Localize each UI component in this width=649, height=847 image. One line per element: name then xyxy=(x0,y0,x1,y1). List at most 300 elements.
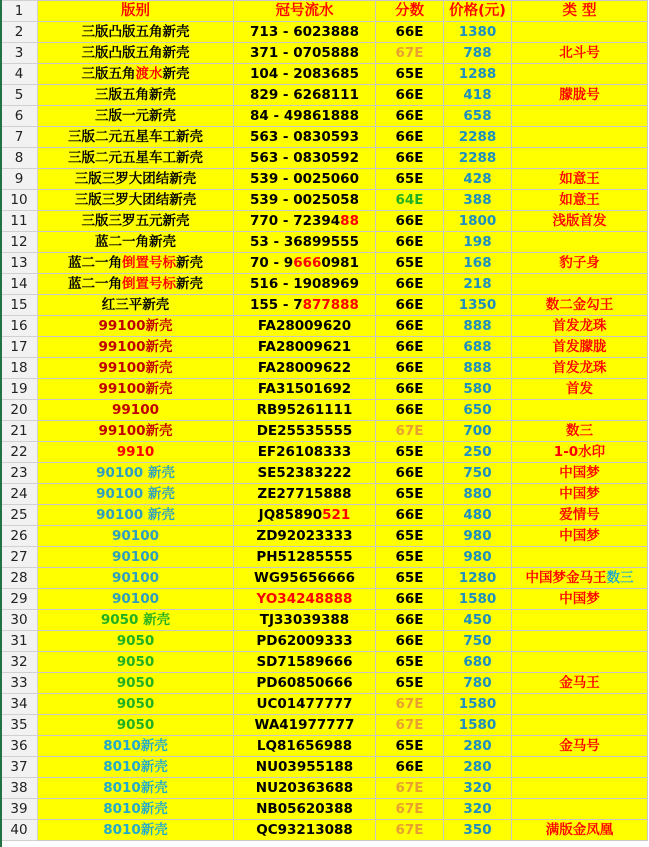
row-number[interactable]: 7 xyxy=(1,127,38,148)
cell-text: RB95261111 xyxy=(256,402,353,418)
cell-edition[interactable] xyxy=(38,463,234,484)
cell-price[interactable]: 980 xyxy=(444,547,512,568)
table-row xyxy=(1,43,648,64)
cell-serial[interactable] xyxy=(234,85,376,106)
row-number[interactable]: 27 xyxy=(1,547,38,568)
cell-serial[interactable] xyxy=(234,211,376,232)
cell-score[interactable]: 66E xyxy=(376,316,444,337)
cell-type[interactable] xyxy=(512,148,648,169)
cell-text: 首发龙珠 xyxy=(552,318,607,334)
cell-edition[interactable] xyxy=(38,673,234,694)
cell-text: 877888 xyxy=(302,297,359,313)
cell-score[interactable]: 66E xyxy=(376,274,444,295)
cell-text: 9050 xyxy=(116,675,155,691)
cell-text: 8010新壳 xyxy=(103,759,168,775)
cell-score[interactable]: 65E xyxy=(376,736,444,757)
cell-type[interactable] xyxy=(512,547,648,568)
table-row xyxy=(1,85,648,106)
cell-score[interactable]: 65E xyxy=(376,253,444,274)
cell-edition[interactable] xyxy=(38,22,234,43)
cell-serial[interactable] xyxy=(234,820,376,841)
cell-type[interactable] xyxy=(512,736,648,757)
cell-text: 8010新壳 xyxy=(103,801,168,817)
cell-serial[interactable] xyxy=(234,127,376,148)
cell-text: NB05620388 xyxy=(256,801,353,817)
table-row xyxy=(1,505,648,526)
header-cell-type[interactable]: 类 型 xyxy=(512,1,648,22)
cell-type[interactable] xyxy=(512,379,648,400)
cell-text: 90100 xyxy=(112,528,159,544)
cell-type[interactable] xyxy=(512,127,648,148)
cell-type[interactable] xyxy=(512,337,648,358)
cell-price[interactable]: 1350 xyxy=(444,295,512,316)
row-number[interactable]: 11 xyxy=(1,211,38,232)
cell-type[interactable] xyxy=(512,757,648,778)
cell-edition[interactable] xyxy=(38,274,234,295)
cell-text: 9050 xyxy=(116,696,155,712)
table-row xyxy=(1,421,648,442)
cell-price[interactable]: 218 xyxy=(444,274,512,295)
cell-text: 155 - 7 xyxy=(250,297,303,313)
cell-score[interactable]: 65E xyxy=(376,568,444,589)
cell-text: 9050 xyxy=(116,654,155,670)
cell-serial[interactable] xyxy=(234,295,376,316)
cell-price[interactable]: 450 xyxy=(444,610,512,631)
cell-score[interactable]: 65E xyxy=(376,652,444,673)
row-number[interactable]: 37 xyxy=(1,757,38,778)
cell-score[interactable]: 66E xyxy=(376,85,444,106)
cell-serial[interactable] xyxy=(234,505,376,526)
row-number[interactable]: 33 xyxy=(1,673,38,694)
cell-text: 数二金勾王 xyxy=(545,297,614,313)
cell-serial[interactable] xyxy=(234,463,376,484)
row-number[interactable]: 22 xyxy=(1,442,38,463)
cell-text: 563 - 0830592 xyxy=(250,150,359,166)
cell-edition[interactable] xyxy=(38,190,234,211)
cell-edition[interactable] xyxy=(38,64,234,85)
row-number[interactable]: 40 xyxy=(1,820,38,841)
cell-score[interactable]: 66E xyxy=(376,211,444,232)
cell-score[interactable]: 66E xyxy=(376,106,444,127)
row-number[interactable]: 26 xyxy=(1,526,38,547)
cell-serial[interactable] xyxy=(234,253,376,274)
cell-type[interactable] xyxy=(512,568,648,589)
row-number[interactable]: 9 xyxy=(1,169,38,190)
row-number[interactable]: 10 xyxy=(1,190,38,211)
cell-type[interactable] xyxy=(512,505,648,526)
cell-type[interactable] xyxy=(512,694,648,715)
cell-edition[interactable] xyxy=(38,106,234,127)
cell-edition[interactable] xyxy=(38,631,234,652)
cell-score[interactable]: 66E xyxy=(376,358,444,379)
cell-text: JQ85890 xyxy=(258,507,323,523)
cell-type[interactable] xyxy=(512,85,648,106)
cell-score[interactable]: 66E xyxy=(376,631,444,652)
cell-serial[interactable] xyxy=(234,274,376,295)
cell-text: 8010新壳 xyxy=(103,780,168,796)
cell-type[interactable] xyxy=(512,190,648,211)
cell-price[interactable]: 1288 xyxy=(444,64,512,85)
cell-text: 如意王 xyxy=(559,192,600,208)
cell-price[interactable]: 688 xyxy=(444,337,512,358)
cell-serial[interactable] xyxy=(234,358,376,379)
cell-score[interactable]: 65E xyxy=(376,484,444,505)
cell-score[interactable]: 67E xyxy=(376,778,444,799)
cell-text: 三版凸版五角新壳 xyxy=(81,24,190,40)
cell-score[interactable]: 66E xyxy=(376,337,444,358)
cell-price[interactable]: 1580 xyxy=(444,715,512,736)
cell-price[interactable]: 1380 xyxy=(444,22,512,43)
cell-price[interactable]: 580 xyxy=(444,379,512,400)
cell-edition[interactable] xyxy=(38,505,234,526)
cell-price[interactable]: 880 xyxy=(444,484,512,505)
cell-type[interactable] xyxy=(512,232,648,253)
cell-price[interactable]: 280 xyxy=(444,757,512,778)
cell-type[interactable] xyxy=(512,64,648,85)
cell-score[interactable]: 66E xyxy=(376,757,444,778)
cell-price[interactable]: 280 xyxy=(444,736,512,757)
row-number[interactable]: 19 xyxy=(1,379,38,400)
row-number[interactable]: 23 xyxy=(1,463,38,484)
cell-serial[interactable] xyxy=(234,673,376,694)
cell-edition[interactable] xyxy=(38,421,234,442)
cell-edition[interactable] xyxy=(38,253,234,274)
header-cell-price[interactable]: 价格(元) xyxy=(444,1,512,22)
cell-price[interactable]: 168 xyxy=(444,253,512,274)
row-number[interactable]: 28 xyxy=(1,568,38,589)
row-number[interactable]: 4 xyxy=(1,64,38,85)
cell-score[interactable]: 66E xyxy=(376,463,444,484)
cell-text: 倒置号标 xyxy=(122,276,176,292)
table-row xyxy=(1,253,648,274)
cell-text: 如意王 xyxy=(559,171,600,187)
cell-price[interactable]: 658 xyxy=(444,106,512,127)
row-number[interactable]: 3 xyxy=(1,43,38,64)
cell-serial[interactable] xyxy=(234,169,376,190)
cell-score[interactable]: 66E xyxy=(376,127,444,148)
cell-edition[interactable] xyxy=(38,169,234,190)
cell-score[interactable]: 67E xyxy=(376,421,444,442)
cell-edition[interactable] xyxy=(38,715,234,736)
row-number[interactable]: 34 xyxy=(1,694,38,715)
cell-type[interactable] xyxy=(512,526,648,547)
row-number[interactable]: 30 xyxy=(1,610,38,631)
cell-score[interactable]: 66E xyxy=(376,589,444,610)
row-number[interactable]: 20 xyxy=(1,400,38,421)
table-row xyxy=(1,757,648,778)
cell-score[interactable]: 65E xyxy=(376,673,444,694)
cell-edition[interactable] xyxy=(38,379,234,400)
cell-price[interactable]: 980 xyxy=(444,526,512,547)
table-row xyxy=(1,211,648,232)
cell-edition[interactable] xyxy=(38,127,234,148)
cell-text: 99100新壳 xyxy=(98,360,173,376)
cell-type[interactable] xyxy=(512,358,648,379)
cell-edition[interactable] xyxy=(38,43,234,64)
cell-text: 中国梦 xyxy=(559,591,600,607)
cell-type[interactable] xyxy=(512,106,648,127)
cell-text: 521 xyxy=(322,507,351,523)
cell-price[interactable]: 650 xyxy=(444,400,512,421)
row-number[interactable]: 21 xyxy=(1,421,38,442)
cell-serial[interactable] xyxy=(234,736,376,757)
cell-type[interactable] xyxy=(512,253,648,274)
cell-serial[interactable] xyxy=(234,232,376,253)
cell-price[interactable]: 888 xyxy=(444,316,512,337)
row-number[interactable]: 2 xyxy=(1,22,38,43)
cell-price[interactable]: 2288 xyxy=(444,148,512,169)
cell-type[interactable] xyxy=(512,589,648,610)
cell-score[interactable]: 66E xyxy=(376,505,444,526)
cell-edition[interactable] xyxy=(38,568,234,589)
table-row xyxy=(1,736,648,757)
cell-serial[interactable] xyxy=(234,148,376,169)
cell-edition[interactable] xyxy=(38,526,234,547)
cell-type[interactable] xyxy=(512,211,648,232)
cell-text: 90100 xyxy=(112,591,159,607)
header-cell-serial[interactable]: 冠号流水 xyxy=(234,1,376,22)
cell-serial[interactable] xyxy=(234,400,376,421)
cell-type[interactable] xyxy=(512,463,648,484)
cell-price[interactable]: 1580 xyxy=(444,694,512,715)
cell-price[interactable]: 2288 xyxy=(444,127,512,148)
cell-score[interactable]: 64E xyxy=(376,190,444,211)
cell-edition[interactable] xyxy=(38,694,234,715)
cell-score[interactable]: 65E xyxy=(376,169,444,190)
cell-score[interactable]: 65E xyxy=(376,64,444,85)
selection-edge xyxy=(0,0,2,847)
cell-price[interactable]: 780 xyxy=(444,673,512,694)
cell-edition[interactable] xyxy=(38,148,234,169)
cell-serial[interactable] xyxy=(234,694,376,715)
cell-price[interactable]: 418 xyxy=(444,85,512,106)
cell-edition[interactable] xyxy=(38,484,234,505)
cell-edition[interactable] xyxy=(38,652,234,673)
cell-edition[interactable] xyxy=(38,400,234,421)
row-number[interactable]: 1 xyxy=(1,1,38,22)
cell-edition[interactable] xyxy=(38,757,234,778)
table-row xyxy=(1,694,648,715)
cell-edition[interactable] xyxy=(38,211,234,232)
cell-price[interactable]: 350 xyxy=(444,820,512,841)
table-row xyxy=(1,820,648,841)
cell-edition[interactable] xyxy=(38,85,234,106)
cell-type[interactable] xyxy=(512,715,648,736)
cell-type[interactable] xyxy=(512,169,648,190)
cell-type[interactable] xyxy=(512,820,648,841)
cell-edition[interactable] xyxy=(38,316,234,337)
cell-serial[interactable] xyxy=(234,43,376,64)
cell-score[interactable]: 67E xyxy=(376,820,444,841)
cell-score[interactable]: 65E xyxy=(376,547,444,568)
cell-edition[interactable] xyxy=(38,295,234,316)
row-number[interactable]: 6 xyxy=(1,106,38,127)
cell-score[interactable]: 67E xyxy=(376,715,444,736)
cell-serial[interactable] xyxy=(234,526,376,547)
header-cell-edition[interactable]: 版别 xyxy=(38,1,234,22)
cell-type[interactable] xyxy=(512,631,648,652)
row-number[interactable]: 17 xyxy=(1,337,38,358)
cell-price[interactable]: 788 xyxy=(444,43,512,64)
cell-serial[interactable] xyxy=(234,337,376,358)
cell-serial[interactable] xyxy=(234,106,376,127)
cell-edition[interactable] xyxy=(38,547,234,568)
cell-score[interactable]: 65E xyxy=(376,442,444,463)
cell-score[interactable]: 65E xyxy=(376,526,444,547)
cell-edition[interactable] xyxy=(38,610,234,631)
cell-serial[interactable] xyxy=(234,421,376,442)
cell-serial[interactable] xyxy=(234,589,376,610)
cell-price[interactable]: 320 xyxy=(444,778,512,799)
cell-price[interactable]: 680 xyxy=(444,652,512,673)
cell-type[interactable] xyxy=(512,274,648,295)
cell-score[interactable]: 66E xyxy=(376,148,444,169)
cell-price[interactable]: 388 xyxy=(444,190,512,211)
cell-score[interactable]: 66E xyxy=(376,610,444,631)
cell-serial[interactable] xyxy=(234,757,376,778)
cell-price[interactable]: 250 xyxy=(444,442,512,463)
row-number[interactable]: 25 xyxy=(1,505,38,526)
cell-text: 563 - 0830593 xyxy=(250,129,359,145)
row-number[interactable]: 39 xyxy=(1,799,38,820)
row-number[interactable]: 13 xyxy=(1,253,38,274)
cell-edition[interactable] xyxy=(38,736,234,757)
cell-text: 中国梦 xyxy=(559,486,600,502)
cell-serial[interactable] xyxy=(234,631,376,652)
cell-text: 90100 新壳 xyxy=(96,507,175,523)
cell-price[interactable]: 750 xyxy=(444,631,512,652)
cell-text: ZE27715888 xyxy=(257,486,352,502)
cell-serial[interactable] xyxy=(234,778,376,799)
cell-text: 99100新壳 xyxy=(98,339,173,355)
cell-serial[interactable] xyxy=(234,190,376,211)
row-number[interactable]: 8 xyxy=(1,148,38,169)
cell-serial[interactable] xyxy=(234,484,376,505)
table-row xyxy=(1,358,648,379)
cell-score[interactable]: 66E xyxy=(376,400,444,421)
cell-score[interactable]: 67E xyxy=(376,694,444,715)
cell-type[interactable] xyxy=(512,43,648,64)
cell-type[interactable] xyxy=(512,400,648,421)
table-row xyxy=(1,106,648,127)
cell-serial[interactable] xyxy=(234,442,376,463)
cell-text: 新壳 xyxy=(176,276,203,292)
cell-edition[interactable] xyxy=(38,778,234,799)
cell-score[interactable]: 66E xyxy=(376,379,444,400)
cell-text: 99100新壳 xyxy=(98,423,173,439)
cell-type[interactable] xyxy=(512,778,648,799)
cell-serial[interactable] xyxy=(234,610,376,631)
cell-serial[interactable] xyxy=(234,568,376,589)
cell-type[interactable] xyxy=(512,484,648,505)
cell-type[interactable] xyxy=(512,610,648,631)
cell-serial[interactable] xyxy=(234,64,376,85)
cell-type[interactable] xyxy=(512,442,648,463)
cell-type[interactable] xyxy=(512,22,648,43)
cell-text: 三版三罗大团结新壳 xyxy=(74,192,197,208)
table-row xyxy=(1,568,648,589)
cell-text: QC93213088 xyxy=(256,822,353,838)
row-number[interactable]: 14 xyxy=(1,274,38,295)
cell-price[interactable]: 480 xyxy=(444,505,512,526)
cell-text: SD71589666 xyxy=(256,654,353,670)
row-number[interactable]: 38 xyxy=(1,778,38,799)
row-number[interactable]: 36 xyxy=(1,736,38,757)
cell-text: 蓝二一角 xyxy=(68,255,122,271)
cell-serial[interactable] xyxy=(234,715,376,736)
cell-price[interactable]: 1580 xyxy=(444,589,512,610)
cell-edition[interactable] xyxy=(38,232,234,253)
table-row xyxy=(1,190,648,211)
cell-text: 9050 xyxy=(116,633,155,649)
cell-text: 99100新壳 xyxy=(98,381,173,397)
cell-score[interactable]: 67E xyxy=(376,43,444,64)
cell-edition[interactable] xyxy=(38,589,234,610)
cell-serial[interactable] xyxy=(234,316,376,337)
cell-serial[interactable] xyxy=(234,652,376,673)
row-number[interactable]: 32 xyxy=(1,652,38,673)
header-cell-score[interactable]: 分数 xyxy=(376,1,444,22)
row-number[interactable]: 16 xyxy=(1,316,38,337)
cell-score[interactable]: 66E xyxy=(376,295,444,316)
cell-type[interactable] xyxy=(512,652,648,673)
cell-price[interactable]: 1800 xyxy=(444,211,512,232)
row-number[interactable]: 35 xyxy=(1,715,38,736)
cell-serial[interactable] xyxy=(234,379,376,400)
cell-price[interactable]: 888 xyxy=(444,358,512,379)
cell-type[interactable] xyxy=(512,673,648,694)
cell-edition[interactable] xyxy=(38,337,234,358)
row-number[interactable]: 24 xyxy=(1,484,38,505)
row-number[interactable]: 15 xyxy=(1,295,38,316)
cell-score[interactable]: 66E xyxy=(376,232,444,253)
cell-price[interactable]: 700 xyxy=(444,421,512,442)
cell-score[interactable]: 66E xyxy=(376,22,444,43)
cell-price[interactable]: 320 xyxy=(444,799,512,820)
cell-text: 9910 xyxy=(116,444,155,460)
cell-text: 首发朦胧 xyxy=(552,339,607,355)
cell-text: 新壳 xyxy=(176,255,203,271)
cell-type[interactable] xyxy=(512,421,648,442)
cell-type[interactable] xyxy=(512,316,648,337)
cell-text: 朦胧号 xyxy=(559,87,600,103)
cell-edition[interactable] xyxy=(38,358,234,379)
cell-price[interactable]: 198 xyxy=(444,232,512,253)
cell-edition[interactable] xyxy=(38,799,234,820)
cell-type[interactable] xyxy=(512,295,648,316)
cell-text: 倒置号标 xyxy=(122,255,176,271)
cell-edition[interactable] xyxy=(38,442,234,463)
cell-text: 满版金凤凰 xyxy=(545,822,614,838)
cell-serial[interactable] xyxy=(234,799,376,820)
row-number[interactable]: 12 xyxy=(1,232,38,253)
cell-type[interactable] xyxy=(512,799,648,820)
cell-text: 53 - 36899555 xyxy=(250,234,359,250)
row-number[interactable]: 5 xyxy=(1,85,38,106)
cell-text: 中国梦 xyxy=(559,528,600,544)
cell-score[interactable]: 67E xyxy=(376,799,444,820)
cell-price[interactable]: 1280 xyxy=(444,568,512,589)
cell-serial[interactable] xyxy=(234,547,376,568)
row-number[interactable]: 29 xyxy=(1,589,38,610)
cell-price[interactable]: 428 xyxy=(444,169,512,190)
cell-price[interactable]: 750 xyxy=(444,463,512,484)
cell-edition[interactable] xyxy=(38,820,234,841)
cell-serial[interactable] xyxy=(234,22,376,43)
row-number[interactable]: 18 xyxy=(1,358,38,379)
cell-text: 北斗号 xyxy=(559,45,600,61)
row-number[interactable]: 31 xyxy=(1,631,38,652)
